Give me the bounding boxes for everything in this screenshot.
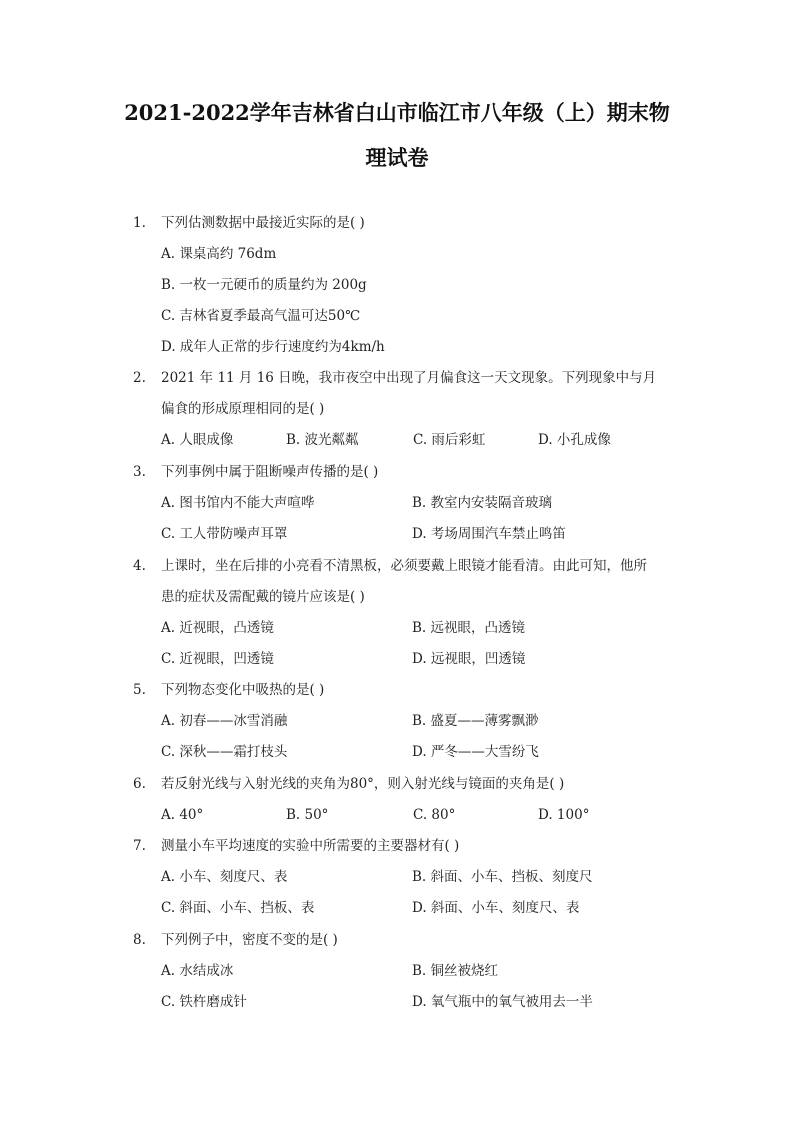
option-b: B. 教室内安装隔音玻璃 — [412, 495, 553, 511]
option-b: B. 斜面、小车、挡板、刻度尺 — [412, 869, 593, 885]
question-stem: 下列事例中属于阻断噪声传播的是( ) — [161, 464, 379, 480]
option-a: A. 水结成冰 — [161, 963, 234, 979]
option-b: B. 一枚一元硬币的质量约为 200g — [161, 277, 367, 293]
option-b: B. 铜丝被烧红 — [412, 963, 499, 979]
question-number: 3. — [133, 464, 146, 480]
option-c: C. 雨后彩虹 — [413, 432, 486, 448]
question-number: 5. — [133, 682, 146, 698]
option-d: D. 严冬——大雪纷飞 — [412, 744, 539, 760]
question-number: 1. — [133, 215, 146, 231]
option-a: A. 近视眼，凸透镜 — [161, 620, 274, 636]
option-c: C. 吉林省夏季最高气温可达50℃ — [161, 308, 361, 324]
question-number: 4. — [133, 558, 146, 574]
question-number: 8. — [133, 932, 146, 948]
option-c: C. 工人带防噪声耳罩 — [161, 526, 288, 542]
question-number: 7. — [133, 838, 146, 854]
page-title: 2021-2022学年吉林省白山市临江市八年级（上）期末物 — [124, 100, 670, 125]
option-a: A. 图书馆内不能大声喧哗 — [161, 495, 315, 511]
option-a: A. 小车、刻度尺、表 — [161, 869, 288, 885]
question-stem: 下列物态变化中吸热的是( ) — [161, 682, 325, 698]
question-stem: 若反射光线与入射光线的夹角为80°，则入射光线与镜面的夹角是( ) — [161, 776, 565, 792]
option-c: C. 80° — [413, 807, 456, 823]
option-d: D. 成年人正常的步行速度约为4km/h — [161, 339, 385, 355]
option-b: B. 远视眼，凸透镜 — [412, 620, 526, 636]
question-number: 2. — [133, 370, 146, 386]
question-stem: 2021 年 11 月 16 日晚，我市夜空中出现了月偏食这一天文现象。下列现象中与月 — [161, 370, 657, 386]
option-c: C. 近视眼，凹透镜 — [161, 651, 274, 667]
option-b: B. 盛夏——薄雾飘渺 — [412, 713, 539, 729]
option-d: D. 氧气瓶中的氧气被用去一半 — [412, 994, 593, 1010]
option-d: D. 小孔成像 — [538, 432, 611, 448]
option-a: A. 课桌高约 76dm — [161, 246, 277, 262]
option-d: D. 考场周围汽车禁止鸣笛 — [412, 526, 566, 542]
option-d: D. 斜面、小车、刻度尺、表 — [412, 900, 580, 916]
option-b: B. 50° — [286, 807, 329, 823]
question-stem-continued: 偏食的形成原理相同的是( ) — [161, 401, 325, 417]
question-stem: 测量小车平均速度的实验中所需要的主要器材有( ) — [161, 838, 460, 854]
option-c: C. 斜面、小车、挡板、表 — [161, 900, 315, 916]
option-c: C. 铁杵磨成针 — [161, 994, 247, 1010]
option-d: D. 远视眼，凹透镜 — [412, 651, 526, 667]
option-a: A. 人眼成像 — [161, 432, 234, 448]
question-stem: 下列估测数据中最接近实际的是( ) — [161, 215, 365, 231]
question-stem: 下列例子中，密度不变的是( ) — [161, 932, 338, 948]
option-a: A. 40° — [161, 807, 204, 823]
option-d: D. 100° — [538, 807, 590, 823]
question-stem-continued: 患的症状及需配戴的镜片应该是( ) — [161, 589, 365, 605]
option-c: C. 深秋——霜打枝头 — [161, 744, 288, 760]
option-a: A. 初春——冰雪消融 — [161, 713, 288, 729]
option-b: B. 波光粼粼 — [286, 432, 359, 448]
page-title-continued: 理试卷 — [365, 145, 429, 170]
question-number: 6. — [133, 776, 146, 792]
question-stem: 上课时，坐在后排的小亮看不清黑板，必须要戴上眼镜才能看清。由此可知，他所 — [161, 558, 647, 574]
